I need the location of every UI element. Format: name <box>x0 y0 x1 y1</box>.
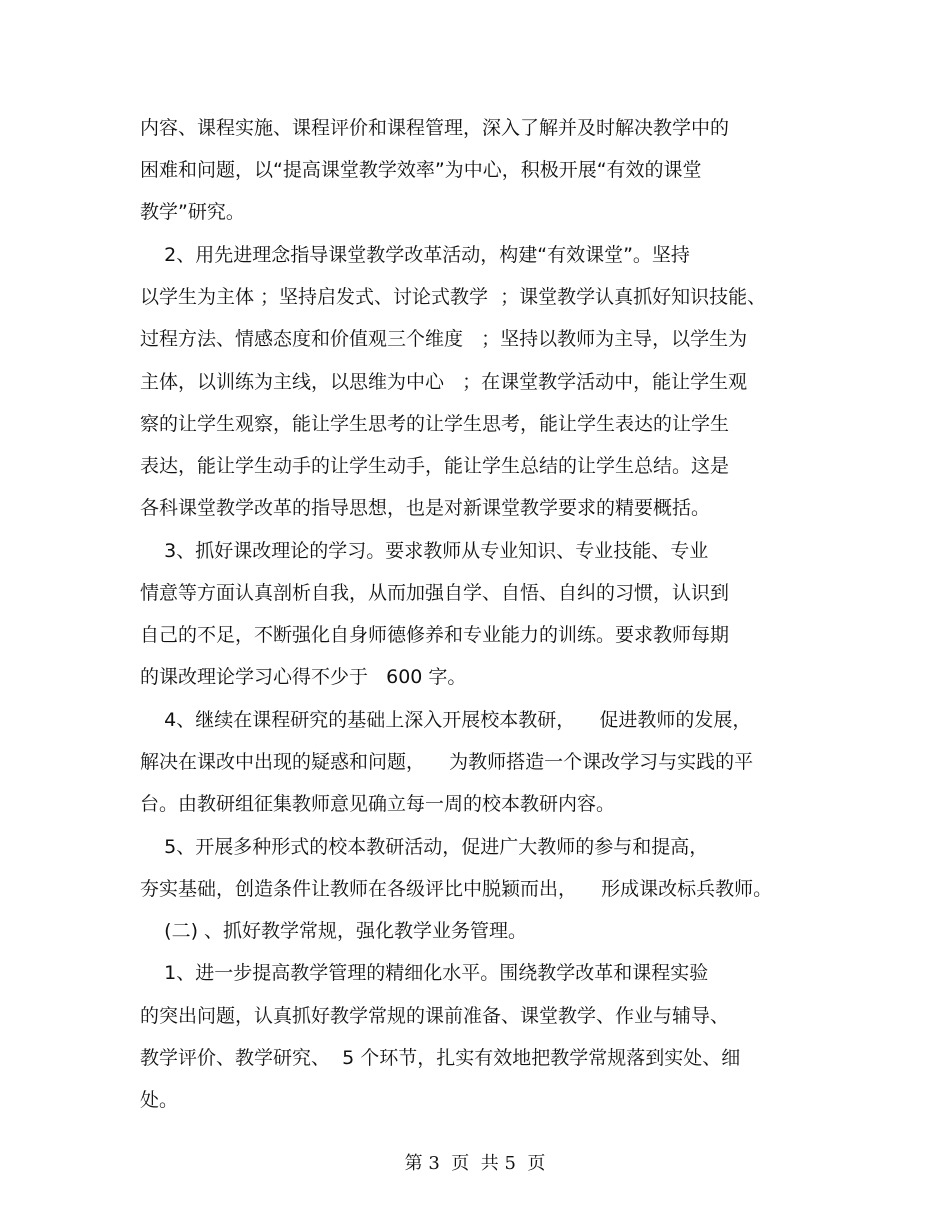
text-line: (二) 、抓好教学常规，强化教学业务管理。 <box>140 920 528 942</box>
text-line: 各科课堂教学改革的指导思想，也是对新课堂教学要求的精要概括。 <box>140 497 711 519</box>
text-line: 1、进一步提高教学管理的精细化水平。围绕教学改革和课程实验 <box>140 962 709 984</box>
text-line: 夯实基础，创造条件让教师在各级评比中脱颖而出， 形成课改标兵教师。 <box>140 878 773 900</box>
text-line: 5、开展多种形式的校本教研活动，促进广大教师的参与和提高， <box>140 836 709 858</box>
text-line: 内容、课程实施、课程评价和课程管理，深入了解并及时解决教学中的 <box>140 117 730 139</box>
text-line: 以学生为主体 ；坚持启发式、讨论式教学 ；课堂教学认真抓好知识技能、 <box>140 286 767 308</box>
text-line: 过程方法、情感态度和价值观三个维度 ；坚持以教师为主导，以学生为 <box>140 328 748 350</box>
text-line: 2、用先进理念指导课堂教学改革活动，构建“有效课堂”。坚持 <box>140 244 690 266</box>
text-line: 主体，以训练为主线，以思维为中心 ；在课堂教学活动中，能让学生观 <box>140 371 748 393</box>
text-line: 处。 <box>140 1089 179 1111</box>
text-line: 教学”研究。 <box>140 201 245 223</box>
text-line: 解决在课改中出现的疑惑和问题， 为教师搭造一个课改学习与实践的平 <box>140 751 754 773</box>
text-line: 察的让学生观察，能让学生思考的让学生思考，能让学生表达的让学生 <box>140 413 730 435</box>
text-line: 困难和问题，以“提高课堂教学效率”为中心，积极开展“有效的课堂 <box>140 159 702 181</box>
text-line: 4、继续在课程研究的基础上深入开展校本教研， 促进教师的发展， <box>140 709 752 731</box>
text-line: 表达，能让学生动手的让学生动手，能让学生总结的让学生总结。这是 <box>140 455 730 477</box>
text-line: 教学评价、教学研究、 5 个环节，扎实有效地把教学常规落到实处、细 <box>140 1047 741 1069</box>
text-line: 的突出问题，认真抓好教学常规的课前准备、课堂教学、作业与辅导、 <box>140 1005 730 1027</box>
page-number-footer: 第 3 页 共 5 页 <box>404 1153 546 1174</box>
text-line: 台。由教研组征集教师意见确立每一周的校本教研内容。 <box>140 793 616 815</box>
text-line: 3、抓好课改理论的学习。要求教师从专业知识、专业技能、专业 <box>140 540 709 562</box>
text-line: 情意等方面认真剖析自我，从而加强自学、自悟、自纠的习惯，认识到 <box>140 582 730 604</box>
text-line: 的课改理论学习心得不少于 600 字。 <box>140 666 467 688</box>
text-line: 自己的不足，不断强化自身师德修养和专业能力的训练。要求教师每期 <box>140 624 730 646</box>
